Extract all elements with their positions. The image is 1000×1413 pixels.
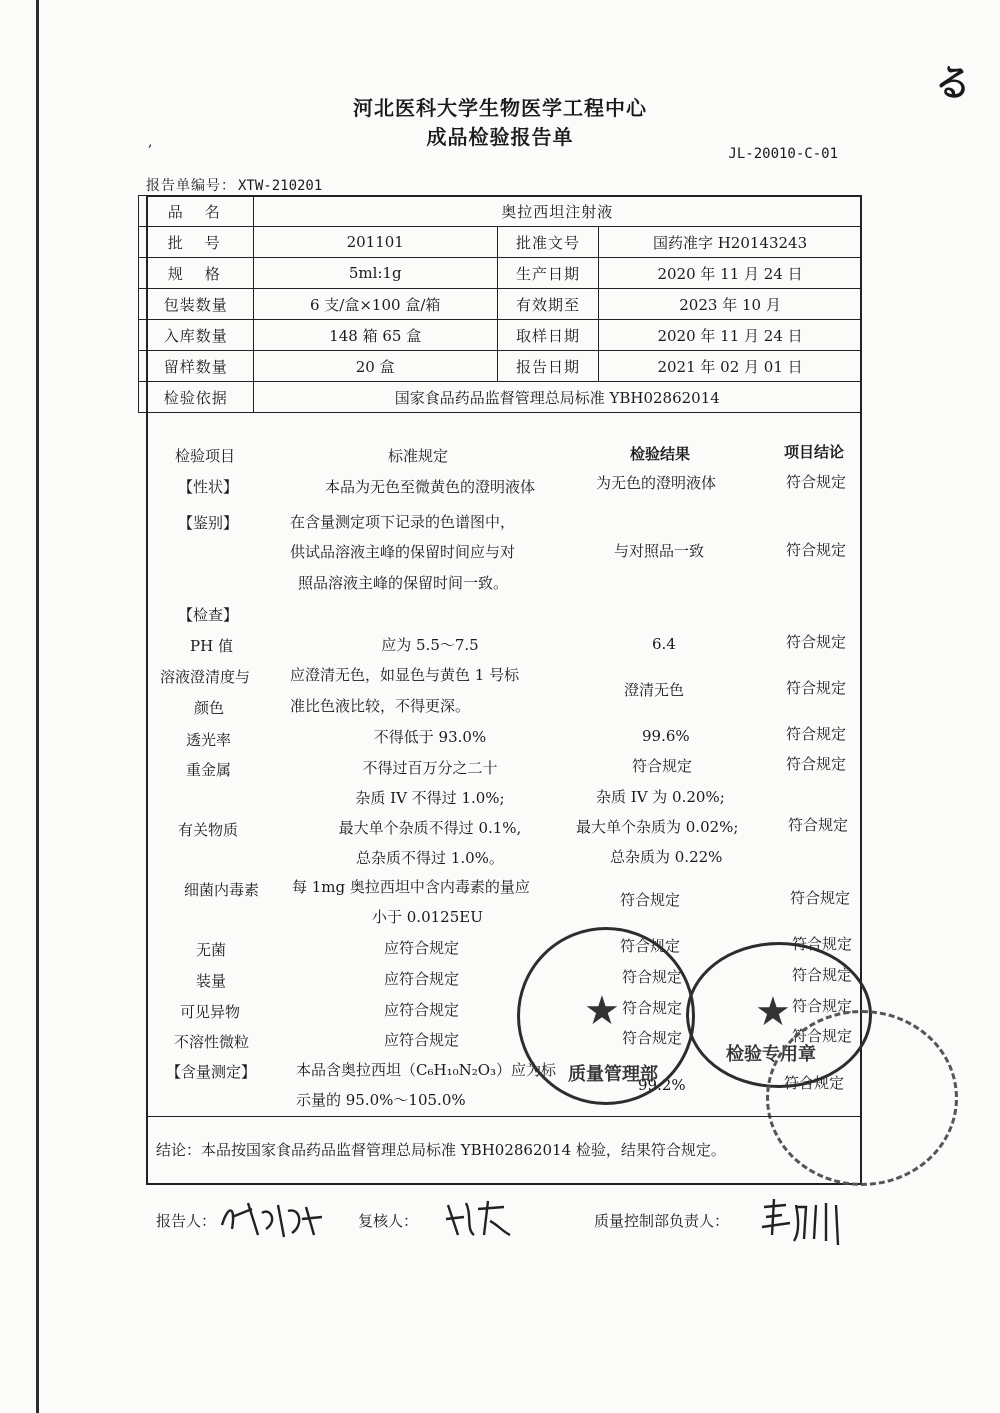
sampling-label: 取样日期	[497, 320, 598, 351]
related-verdict: 符合规定	[788, 816, 849, 834]
identification-std-2: 供试品溶液主峰的保留时间应与对	[290, 543, 516, 561]
reporter-signature	[218, 1195, 328, 1245]
stock-label: 入库数量	[139, 320, 254, 351]
spec-value: 5ml:1g	[253, 258, 497, 289]
endotoxin-item: 细菌内毒素	[184, 881, 260, 899]
batch-value: 201101	[253, 227, 497, 258]
transmittance-std: 不得低于 93.0%	[373, 728, 487, 746]
retained-value: 20 盒	[253, 351, 497, 382]
heavy-metal-std: 不得过百万分之二十	[362, 759, 498, 777]
report-number-label: 报告单编号：	[146, 178, 236, 194]
endotoxin-verdict: 符合规定	[790, 889, 851, 907]
related-std-3: 总杂质不得过 1.0%。	[356, 849, 504, 867]
visible-item: 可见异物	[180, 1003, 241, 1021]
assay-item: 【含量测定】	[166, 1063, 257, 1081]
insoluble-item: 不溶性微粒	[174, 1033, 250, 1051]
identification-verdict: 符合规定	[786, 541, 847, 559]
heavy-metal-result: 符合规定	[632, 757, 693, 775]
approval-value: 国药准字 H20143243	[599, 227, 862, 258]
clarity-std-1: 应澄清无色，如显色与黄色 1 号标	[290, 666, 520, 684]
transmittance-verdict: 符合规定	[786, 725, 847, 743]
appearance-verdict: 符合规定	[786, 473, 847, 491]
conclusion-row	[146, 1116, 862, 1186]
stamp-star-icon: ★	[584, 988, 620, 1034]
basis-label: 检验依据	[139, 382, 254, 413]
qc-head-label: 质量控制部负责人：	[594, 1212, 730, 1230]
clarity-std-2: 准比色液比较，不得更深。	[290, 697, 471, 715]
visible-std: 应符合规定	[384, 1001, 460, 1019]
col-result: 检验结果	[630, 445, 691, 463]
related-std-1: 杂质 IV 不得过 1.0%;	[355, 789, 505, 807]
related-result-1: 杂质 IV 为 0.20%;	[596, 788, 725, 806]
appearance-result: 为无色的澄明液体	[596, 474, 717, 492]
report-title: 成品检验报告单	[426, 125, 574, 149]
handwritten-page-mark: る	[930, 56, 977, 109]
identification-std-1: 在含量测定项下记录的色谱图中，	[290, 513, 516, 531]
check-section-label: 【检查】	[178, 606, 239, 624]
heavy-metal-verdict: 符合规定	[786, 755, 847, 773]
related-result-3: 总杂质为 0.22%	[610, 848, 723, 866]
sterility-item: 无菌	[196, 941, 227, 959]
conclusion-text: 结论：本品按国家食品药品监督管理总局标准 YBH02862014 检验，结果符合规定。	[156, 1141, 726, 1159]
stock-value: 148 箱 65 盒	[253, 320, 497, 351]
expiry-label: 有效期至	[497, 289, 598, 320]
appearance-std: 本品为无色至微黄色的澄明液体	[324, 478, 535, 496]
ph-item: PH 值	[190, 637, 233, 655]
product-label: 品名	[139, 196, 254, 227]
filling-verdict: 符合规定	[792, 966, 853, 984]
expiry-value: 2023 年 10 月	[599, 289, 862, 320]
retained-label: 留样数量	[139, 351, 254, 382]
insoluble-result: 符合规定	[622, 1029, 683, 1047]
assay-result: 99.2%	[638, 1076, 686, 1094]
related-result-2: 最大单个杂质为 0.02%;	[576, 818, 739, 836]
insoluble-std: 应符合规定	[384, 1031, 460, 1049]
report-date-value: 2021 年 02 月 01 日	[599, 351, 862, 382]
ph-verdict: 符合规定	[786, 633, 847, 651]
appearance-item: 【性状】	[178, 478, 239, 496]
visible-verdict: 符合规定	[792, 997, 853, 1015]
related-item: 有关物质	[178, 821, 239, 839]
table-row	[139, 196, 862, 227]
endotoxin-result: 符合规定	[620, 891, 681, 909]
filling-item: 装量	[196, 972, 227, 990]
insoluble-verdict: 符合规定	[792, 1027, 853, 1045]
table-row	[139, 227, 862, 258]
approval-label: 批准文号	[497, 227, 598, 258]
report-number	[146, 175, 322, 195]
basis-value: 国家食品药品监督管理总局标准 YBH02862014	[253, 382, 862, 413]
org-name: 河北医科大学生物医学工程中心	[353, 96, 647, 120]
speck: ,	[148, 134, 153, 150]
inspection-stamp-text: 检验专用章	[726, 1044, 816, 1065]
product-name: 奥拉西坦注射液	[253, 196, 862, 227]
clarity-verdict: 符合规定	[786, 679, 847, 697]
reviewer-label: 复核人：	[358, 1212, 419, 1230]
sterility-std: 应符合规定	[384, 939, 460, 957]
assay-std-1: 本品含奥拉西坦（C₆H₁₀N₂O₃）应为标	[296, 1061, 557, 1079]
col-verdict: 项目结论	[784, 443, 845, 461]
table-row	[139, 289, 862, 320]
transmittance-item: 透光率	[186, 731, 232, 749]
filling-std: 应符合规定	[384, 970, 460, 988]
assay-verdict: 符合规定	[784, 1074, 845, 1092]
sterility-result: 符合规定	[620, 937, 681, 955]
visible-result: 符合规定	[622, 999, 683, 1017]
stamp-star-icon: ★	[755, 989, 791, 1035]
form-code: JL-20010-C-01	[728, 146, 838, 162]
package-label: 包装数量	[139, 289, 254, 320]
package-value: 6 支/盒×100 盒/箱	[253, 289, 497, 320]
filling-result: 符合规定	[622, 968, 683, 986]
info-table	[138, 195, 862, 413]
table-row	[139, 351, 862, 382]
quality-stamp-text: 质量管理部	[568, 1064, 658, 1085]
batch-label: 批号	[139, 227, 254, 258]
table-row	[139, 320, 862, 351]
clarity-result: 澄清无色	[624, 681, 685, 699]
clarity-item-2: 颜色	[194, 699, 225, 717]
assay-std-2: 示量的 95.0%～105.0%	[296, 1091, 466, 1109]
endotoxin-std-1: 每 1mg 奥拉西坦中含内毒素的量应	[292, 878, 530, 896]
sterility-verdict: 符合规定	[792, 935, 853, 953]
identification-std-3: 照品溶液主峰的保留时间一致。	[298, 574, 509, 592]
identification-item: 【鉴别】	[178, 514, 239, 532]
report-number-value: XTW-210201	[238, 178, 323, 194]
mfg-value: 2020 年 11 月 24 日	[599, 258, 862, 289]
col-item: 检验项目	[175, 447, 236, 465]
mfg-label: 生产日期	[497, 258, 598, 289]
reviewer-signature	[444, 1195, 514, 1245]
endotoxin-std-2: 小于 0.0125EU	[372, 908, 483, 926]
report-date-label: 报告日期	[497, 351, 598, 382]
sampling-value: 2020 年 11 月 24 日	[599, 320, 862, 351]
reporter-label: 报告人：	[156, 1212, 217, 1230]
page-edge	[36, 0, 39, 1413]
qc-head-signature	[760, 1195, 856, 1249]
ph-std: 应为 5.5～7.5	[381, 636, 479, 654]
transmittance-result: 99.6%	[642, 727, 690, 745]
heavy-metal-item: 重金属	[186, 761, 232, 779]
table-row	[139, 258, 862, 289]
table-row	[139, 382, 862, 413]
spec-label: 规格	[139, 258, 254, 289]
identification-result: 与对照品一致	[614, 542, 705, 560]
related-std-2: 最大单个杂质不得过 0.1%,	[338, 819, 522, 837]
ph-result: 6.4	[652, 635, 676, 653]
col-standard: 标准规定	[388, 447, 449, 465]
clarity-item-1: 溶液澄清度与	[160, 668, 251, 686]
